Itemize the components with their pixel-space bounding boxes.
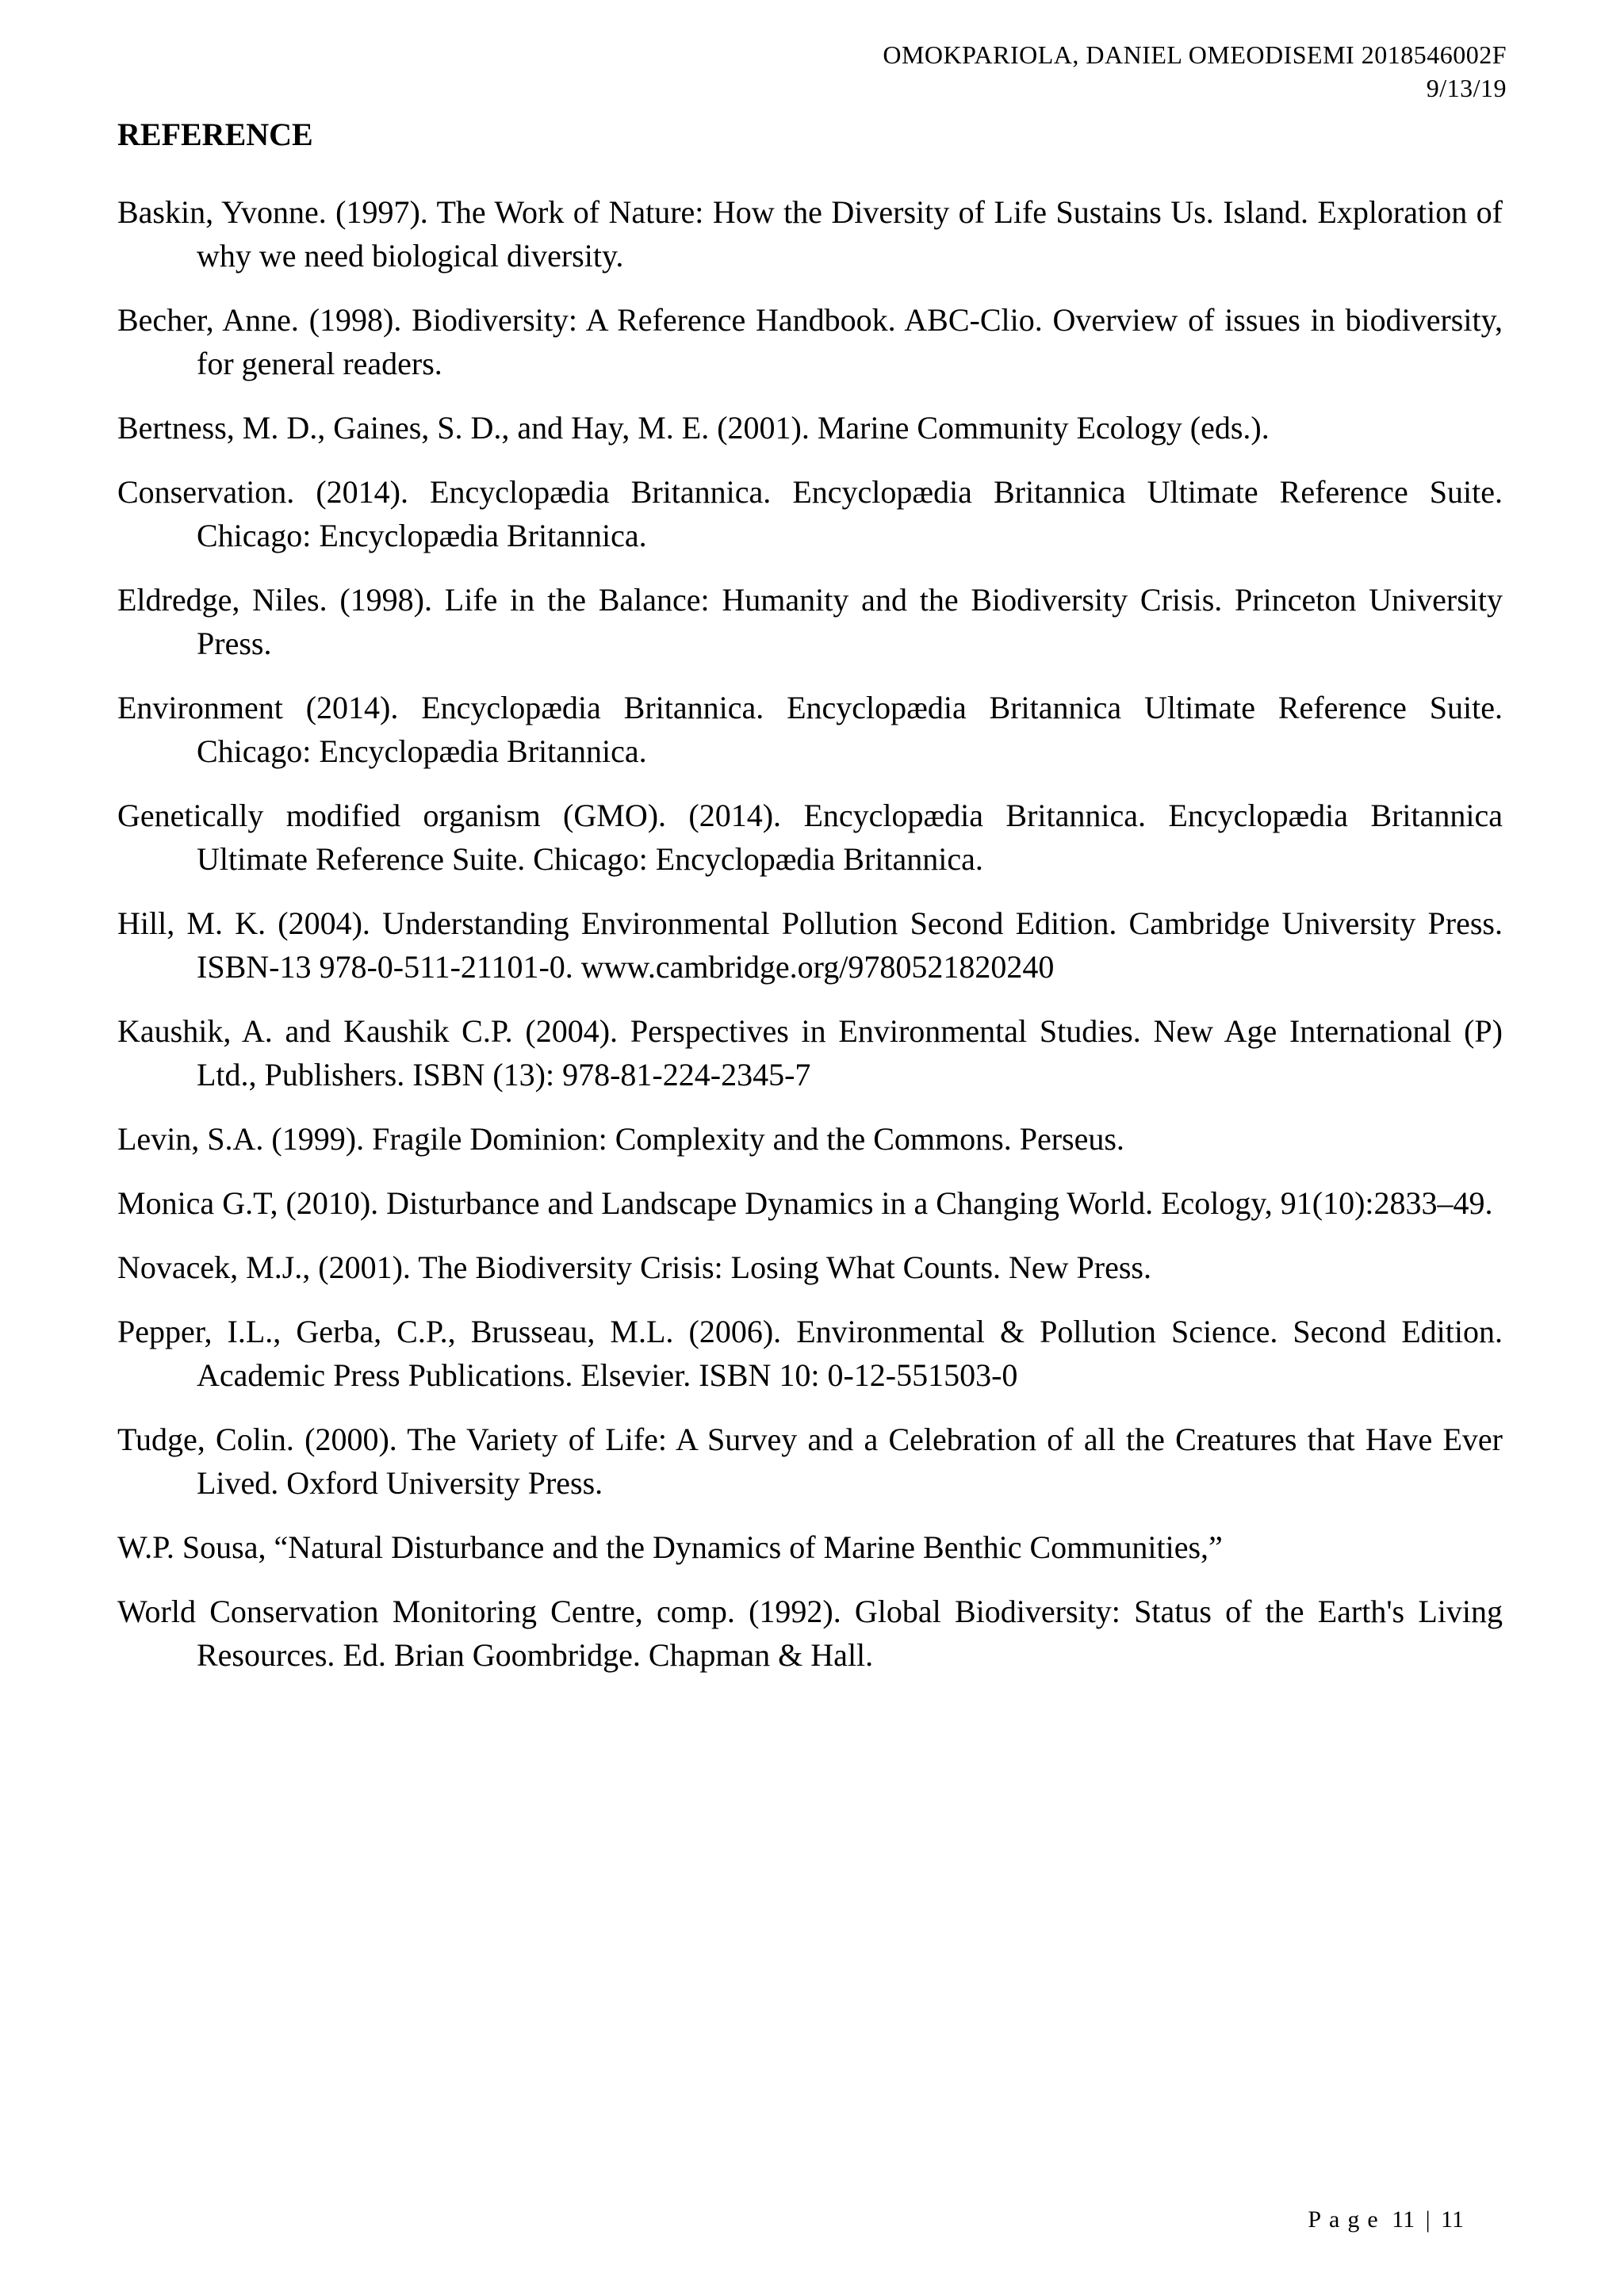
reference-entry: Monica G.T, (2010). Disturbance and Landscape Dynamics in a Changing World. Ecology, 91(10):2833–49.	[117, 1185, 1493, 1221]
header-date: 9/13/19	[1426, 74, 1507, 102]
current-page-number: 11	[1392, 2206, 1415, 2233]
reference-entry: Tudge, Colin. (2000). The Variety of Life: A Survey and a Celebration of all the Creatures that Have Ever Lived. Oxford University Press.	[117, 1422, 1503, 1501]
reference-entry: W.P. Sousa, “Natural Disturbance and the Dynamics of Marine Benthic Communities,”	[117, 1529, 1223, 1565]
reference-entry: Conservation. (2014). Encyclopædia Britannica. Encyclopædia Britannica Ultimate Reference Suite. Chicago: Encyclopædia Britannica.	[117, 474, 1503, 553]
page-word: Page	[1308, 2206, 1386, 2233]
reference-entry: Levin, S.A. (1999). Fragile Dominion: Complexity and the Commons. Perseus.	[117, 1121, 1124, 1157]
reference-entry: Hill, M. K. (2004). Understanding Environmental Pollution Second Edition. Cambridge University Press. ISBN-13 978-0-511-21101-0. www.cambridge.org/9780521820240	[117, 905, 1503, 985]
reference-entry: Genetically modified organism (GMO). (2014). Encyclopædia Britannica. Encyclopædia Britannica Ultimate Reference Suite. Chicago: Encyclopædia Britannica.	[117, 798, 1503, 877]
reference-entry: Bertness, M. D., Gaines, S. D., and Hay, M. E. (2001). Marine Community Ecology (eds.).	[117, 410, 1270, 446]
reference-entry: Kaushik, A. and Kaushik C.P. (2004). Perspectives in Environmental Studies. New Age International (P) Ltd., Publishers. ISBN (13): 978-81-224-2345-7	[117, 1013, 1503, 1093]
reference-entry: World Conservation Monitoring Centre, comp. (1992). Global Biodiversity: Status of the Earth's Living Resources. Ed. Brian Goombridge. Chapman & Hall.	[117, 1594, 1503, 1673]
page-separator: |	[1425, 2206, 1431, 2233]
reference-heading: REFERENCE	[117, 117, 313, 152]
reference-entry: Environment (2014). Encyclopædia Britannica. Encyclopædia Britannica Ultimate Reference Suite. Chicago: Encyclopædia Britannica.	[117, 690, 1503, 769]
reference-entry: Baskin, Yvonne. (1997). The Work of Nature: How the Diversity of Life Sustains Us. Island. Exploration of why we need biological diversity.	[117, 194, 1503, 274]
reference-list	[117, 190, 1503, 1697]
author-id-line: OMOKPARIOLA, DANIEL OMEODISEMI 2018546002F	[883, 40, 1507, 69]
page-footer	[1308, 2204, 1464, 2236]
reference-entry: Eldredge, Niles. (1998). Life in the Balance: Humanity and the Biodiversity Crisis. Princeton University Press.	[117, 582, 1503, 661]
total-page-count: 11	[1441, 2206, 1464, 2233]
reference-entry: Novacek, M.J., (2001). The Biodiversity Crisis: Losing What Counts. New Press.	[117, 1249, 1151, 1285]
reference-entry: Pepper, I.L., Gerba, C.P., Brusseau, M.L. (2006). Environmental & Pollution Science. Second Edition. Academic Press Publications. Elsevier. ISBN 10: 0-12-551503-0	[117, 1314, 1503, 1393]
reference-entry: Becher, Anne. (1998). Biodiversity: A Reference Handbook. ABC-Clio. Overview of issues in biodiversity, for general readers.	[117, 302, 1503, 381]
page-header	[883, 38, 1507, 105]
